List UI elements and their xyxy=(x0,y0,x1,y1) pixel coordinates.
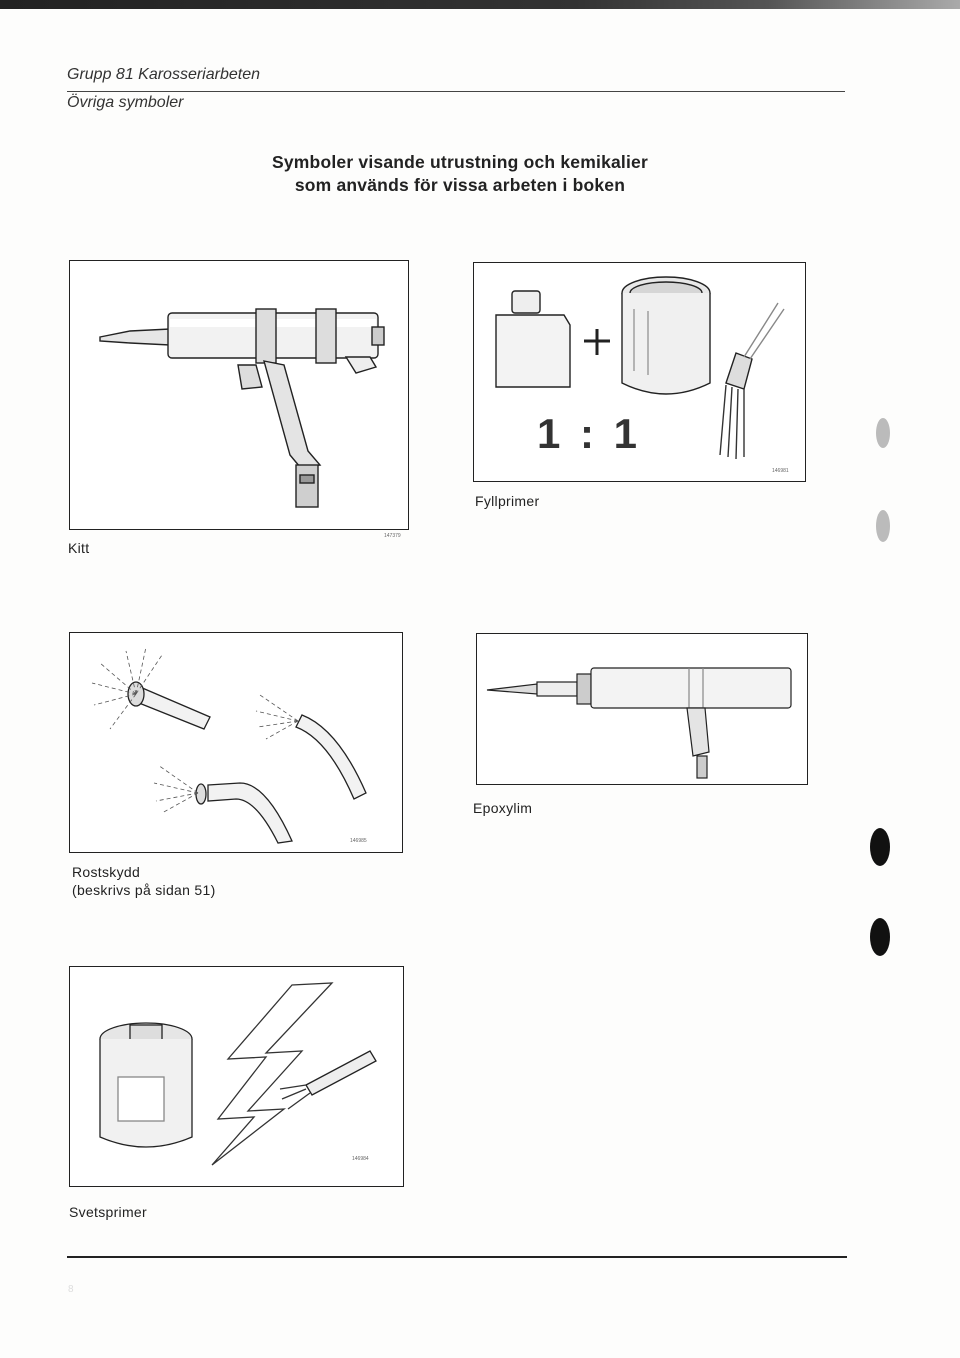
caulking-gun-illustration xyxy=(70,261,408,529)
figure-epoxylim xyxy=(476,633,808,785)
figure-kitt xyxy=(69,260,409,530)
epoxylim-caption: Epoxylim xyxy=(473,800,533,816)
figure-rostskydd xyxy=(69,632,403,853)
binder-hole-mark xyxy=(876,418,890,448)
figure-svetsprimer xyxy=(69,966,404,1187)
top-border xyxy=(0,0,960,9)
rostskydd-caption-line-1: Rostskydd xyxy=(72,864,141,880)
kitt-code: 147379 xyxy=(384,533,401,539)
rustproofing-nozzles-illustration xyxy=(70,633,402,852)
page-title-line-1: Symboler visande utrustning och kemikalier xyxy=(271,152,648,172)
footer-rule xyxy=(67,1256,847,1258)
weld-primer-illustration xyxy=(70,967,403,1186)
binder-hole-mark xyxy=(870,918,890,956)
epoxy-gun-illustration xyxy=(477,634,807,784)
binder-hole-mark xyxy=(876,510,890,542)
svetsprimer-caption: Svetsprimer xyxy=(69,1204,147,1220)
rostskydd-caption-line-2: (beskrivs på sidan 51) xyxy=(72,882,216,898)
fyllprimer-caption: Fyllprimer xyxy=(475,493,540,509)
svetsprimer-code: 146984 xyxy=(352,1156,369,1162)
mix-ratio: 1 : 1 xyxy=(537,410,642,457)
page-title-line-2: som används för vissa arbeten i boken xyxy=(294,175,626,195)
kitt-caption: Kitt xyxy=(68,540,90,556)
page-number: 8 xyxy=(68,1284,74,1295)
binder-hole-mark xyxy=(870,828,890,866)
header-rule xyxy=(67,91,845,92)
section-heading: Övriga symboler xyxy=(67,94,184,111)
fyllprimer-code: 146981 xyxy=(772,468,789,474)
rostskydd-code: 146985 xyxy=(350,838,367,844)
group-heading: Grupp 81 Karosseriarbeten xyxy=(67,66,260,83)
